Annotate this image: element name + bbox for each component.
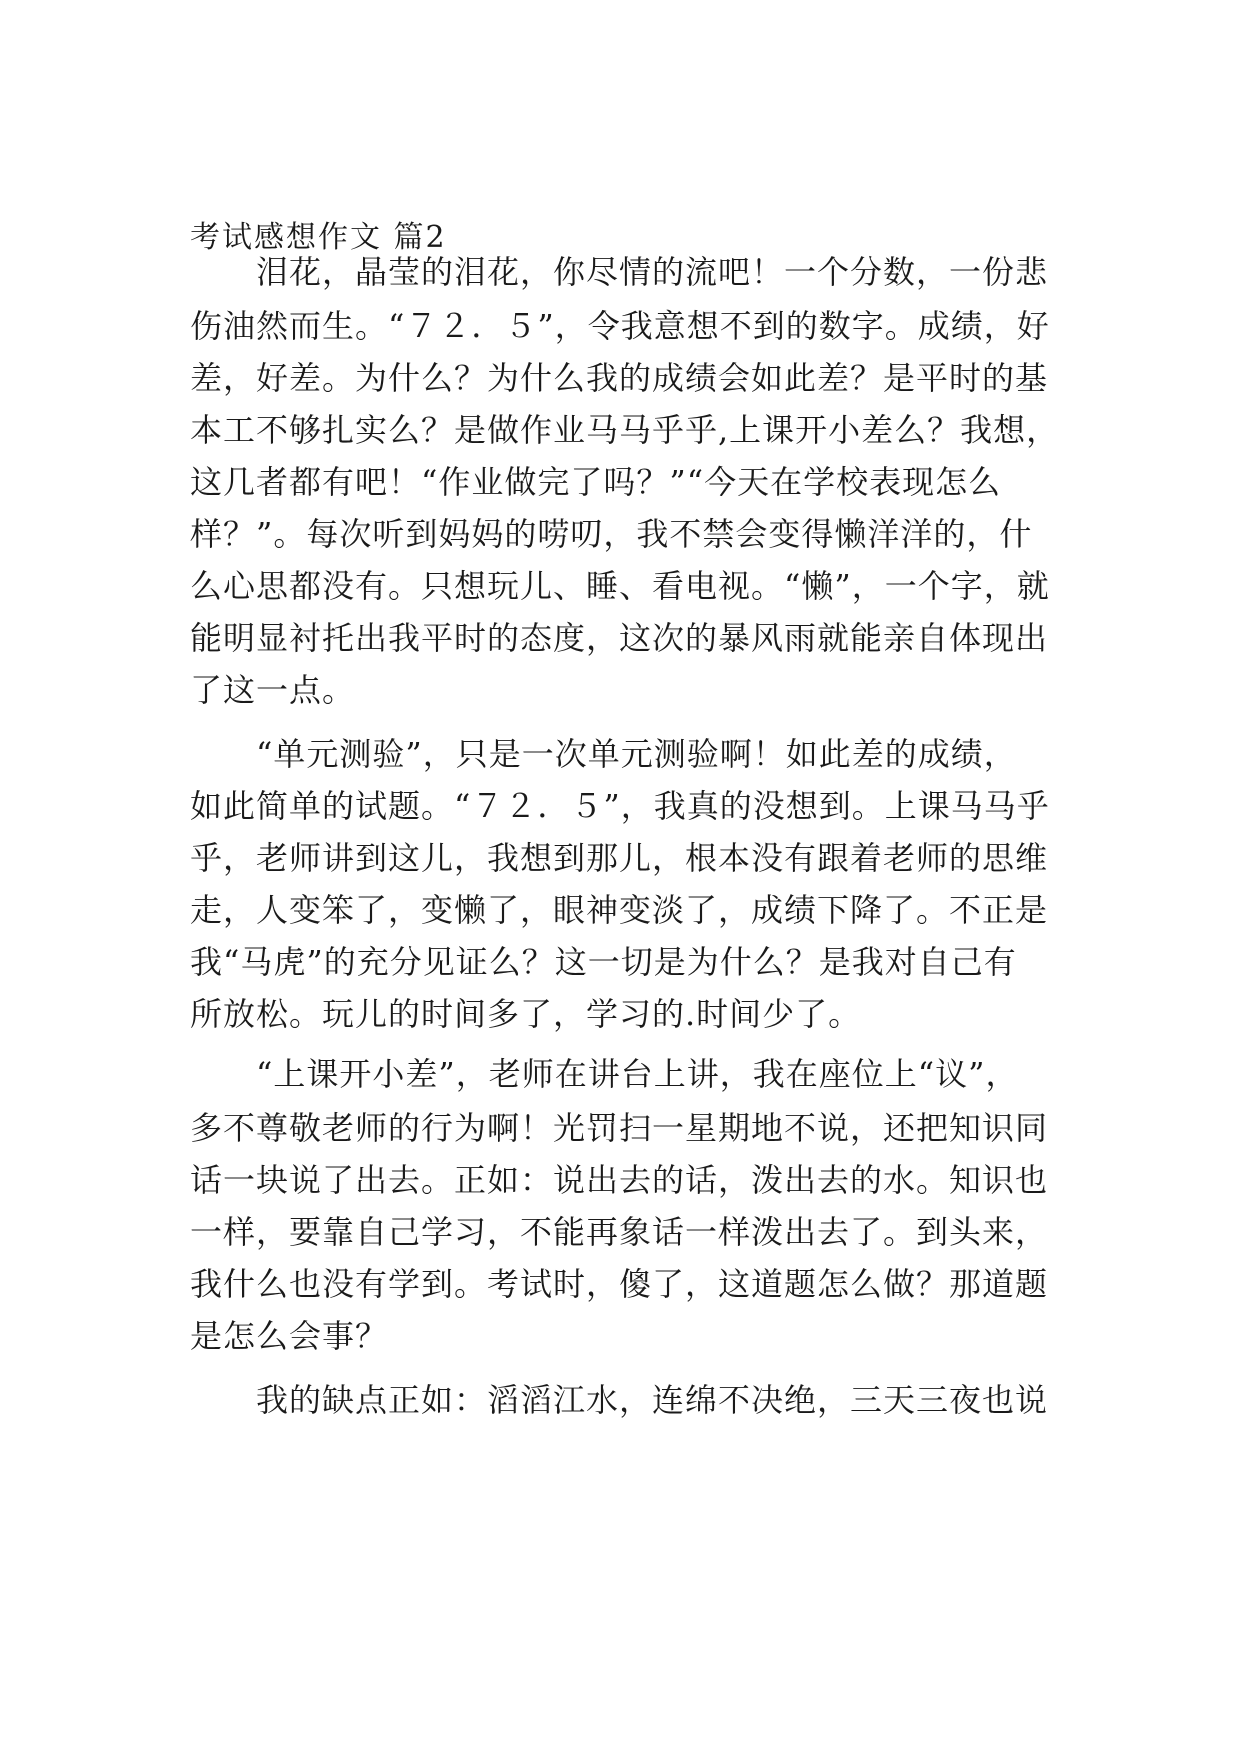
paragraph-line: 我“马虎”的充分见证么？这一切是为什么？是我对自己有	[190, 943, 1017, 981]
paragraph-line: “上课开小差”，老师在讲台上讲，我在座位上“议”，	[256, 1055, 1019, 1093]
paragraph-line: 走，人变笨了，变懒了，眼神变淡了，成绩下降了。不正是	[190, 891, 1049, 929]
paragraph-line: 伤油然而生。“７２．５”，令我意想不到的数字。成绩，好	[190, 307, 1050, 345]
paragraph-line: 泪花，晶莹的泪花，你尽情的流吧！一个分数，一份悲	[256, 253, 1049, 291]
paragraph-line: 所放松。玩儿的时间多了，学习的.时间少了。	[190, 995, 862, 1033]
paragraph-line: 如此简单的试题。“７２．５”，我真的没想到。上课马马乎	[190, 787, 1050, 825]
paragraph-line: 能明显衬托出我平时的态度，这次的暴风雨就能亲自体现出	[190, 619, 1049, 657]
paragraph-line: 我的缺点正如：滔滔江水，连绵不决绝，三天三夜也说	[256, 1381, 1049, 1419]
paragraph-line: 是怎么会事？	[190, 1317, 389, 1355]
paragraph-line: 多不尊敬老师的行为啊！光罚扫一星期地不说，还把知识同	[190, 1109, 1049, 1147]
paragraph-line: 话一块说了出去。正如：说出去的话，泼出去的水。知识也	[190, 1161, 1049, 1199]
paragraph-line: 这几者都有吧！“作业做完了吗？”“今天在学校表现怎么	[190, 463, 1002, 501]
paragraph-line: 样？”。每次听到妈妈的唠叨，我不禁会变得懒洋洋的，什	[190, 515, 1033, 553]
paragraph-line: 我什么也没有学到。考试时，傻了，这道题怎么做？那道题	[190, 1265, 1049, 1303]
paragraph-line: 乎，老师讲到这儿，我想到那儿，根本没有跟着老师的思维	[190, 839, 1049, 877]
paragraph-line: 差，好差。为什么？为什么我的成绩会如此差？是平时的基	[190, 359, 1049, 397]
paragraph-line: 本工不够扎实么？是做作业马马乎乎,上课开小差么？我想，	[190, 411, 1060, 449]
paragraph-line: 么心思都没有。只想玩儿、睡、看电视。“懒”，一个字，就	[190, 567, 1050, 605]
paragraph-line: 了这一点。	[190, 671, 356, 709]
document-title: 考试感想作文 篇2	[190, 220, 447, 255]
paragraph-line: “单元测验”，只是一次单元测验啊！如此差的成绩，	[256, 735, 1017, 773]
paragraph-line: 一样，要靠自己学习，不能再象话一样泼出去了。到头来，	[190, 1213, 1049, 1251]
